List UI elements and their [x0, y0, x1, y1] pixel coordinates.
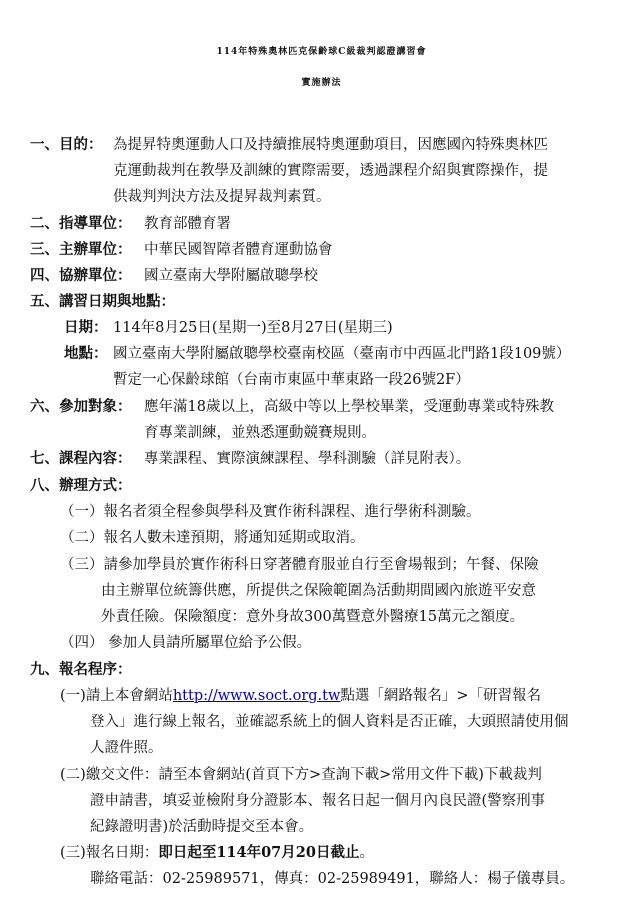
section-8-item-4: （四） 參加人員請所屬單位給予公假。 — [60, 635, 312, 651]
section-1-text-line-2: 克運動裁判在教學及訓練的實際需要，透過課程介紹與實際操作，提 — [113, 163, 548, 179]
section-9-item-3-prefix: (三)報名日期： — [60, 845, 159, 861]
section-7-label: 七、課程內容： — [30, 450, 132, 467]
section-4-label: 四、協辦單位： — [30, 267, 132, 284]
document-subtitle: 實施辦法 — [301, 78, 342, 88]
section-2-label: 二、指導單位： — [30, 215, 132, 232]
section-8-item-2: （二）報名人數未達預期，將通知延期或取消。 — [60, 530, 365, 546]
section-6-text-line-1: 應年滿18歲以上，高級中等以上學校畢業，受運動專業或特殊教 — [144, 399, 554, 415]
section-1-text-line-1: 為提昇特奧運動人口及持續推展特奧運動項目，因應國內特殊奧林匹 — [113, 137, 548, 153]
section-8-item-3-line-1: （三）請參加學員於實作術科日穿著體育服並自行至會場報到；午餐、保險 — [60, 557, 539, 573]
section-8-label: 八、辦理方式： — [30, 477, 132, 494]
section-9-item-1-prefix: (一)請上本會網站 — [60, 688, 173, 704]
registration-deadline: 即日起至114年07月20日截止 — [158, 844, 360, 861]
section-9-item-1-line-1 — [60, 686, 541, 706]
section-9-item-2-line-2: 證申請書，填妥並檢附身分證影本、報名日起一個月內良民證(警察刑事 — [90, 793, 546, 809]
section-1-text-line-3: 供裁判判決方法及提昇裁判素質。 — [113, 189, 331, 205]
section-1-label: 一、目的： — [30, 136, 103, 153]
section-3-label: 三、主辦單位： — [30, 241, 132, 258]
section-5-label: 五、講習日期與地點： — [30, 293, 175, 310]
section-9-item-3 — [60, 843, 374, 863]
section-9-item-1-line-2: 登入」進行線上報名，並確認系統上的個人資料是否正確，大頭照請使用個 — [90, 714, 569, 730]
section-2-text: 教育部體育署 — [144, 216, 231, 232]
website-link[interactable]: http://www.soct.org.tw — [172, 688, 341, 704]
document-title: 114年特殊奧林匹克保齡球C級裁判認證講習會 — [216, 47, 427, 57]
place-label: 地點： — [64, 345, 108, 362]
date-label: 日期： — [64, 319, 108, 336]
section-9-label: 九、報名程序： — [30, 661, 132, 678]
section-3-text: 中華民國智障者體育運動協會 — [144, 242, 333, 258]
section-7-text: 專業課程、實際演練課程、學科測驗（詳見附表）。 — [144, 451, 471, 467]
section-8-item-3-line-2: 由主辦單位統籌供應，所提供之保險範圍為活動期間國內旅遊平安意 — [101, 583, 536, 599]
section-9-item-3-suffix: 。 — [359, 845, 374, 861]
section-4-text: 國立臺南大學附屬啟聰學校 — [144, 268, 318, 284]
place-text-1: 國立臺南大學附屬啟聰學校臺南校區（臺南市中西區北門路1段109號） — [113, 346, 571, 362]
section-9-item-2-line-1: (二)繳交文件：請至本會網站(首頁下方>查詢下載>常用文件下載)下載裁判 — [60, 767, 542, 783]
section-8-item-1: （一）報名者須全程參與學科及實作術科課程、進行學術科測驗。 — [60, 504, 481, 520]
section-6-text-line-2: 育專業訓練，並熟悉運動競賽規則。 — [144, 425, 376, 441]
contact-info: 聯絡電話：02-25989571，傳真：02-25989491，聯絡人：楊子儀專員。 — [90, 871, 575, 887]
section-8-item-3-line-3: 外責任險。保險額度：意外身故300萬暨意外醫療15萬元之額度。 — [101, 609, 525, 625]
place-text-2: 暫定一心保齡球館（台南市東區中華東路一段26號2F） — [113, 372, 470, 388]
section-9-item-1-suffix: 點選「網路報名」>「研習報名 — [340, 688, 542, 704]
date-text: 114年8月25日(星期一)至8月27日(星期三) — [113, 320, 393, 336]
section-9-item-1-line-3: 人證件照。 — [90, 740, 163, 756]
section-6-label: 六、參加對象： — [30, 398, 132, 415]
section-9-item-2-line-3: 紀錄證明書)於活動時提交至本會。 — [90, 819, 314, 835]
